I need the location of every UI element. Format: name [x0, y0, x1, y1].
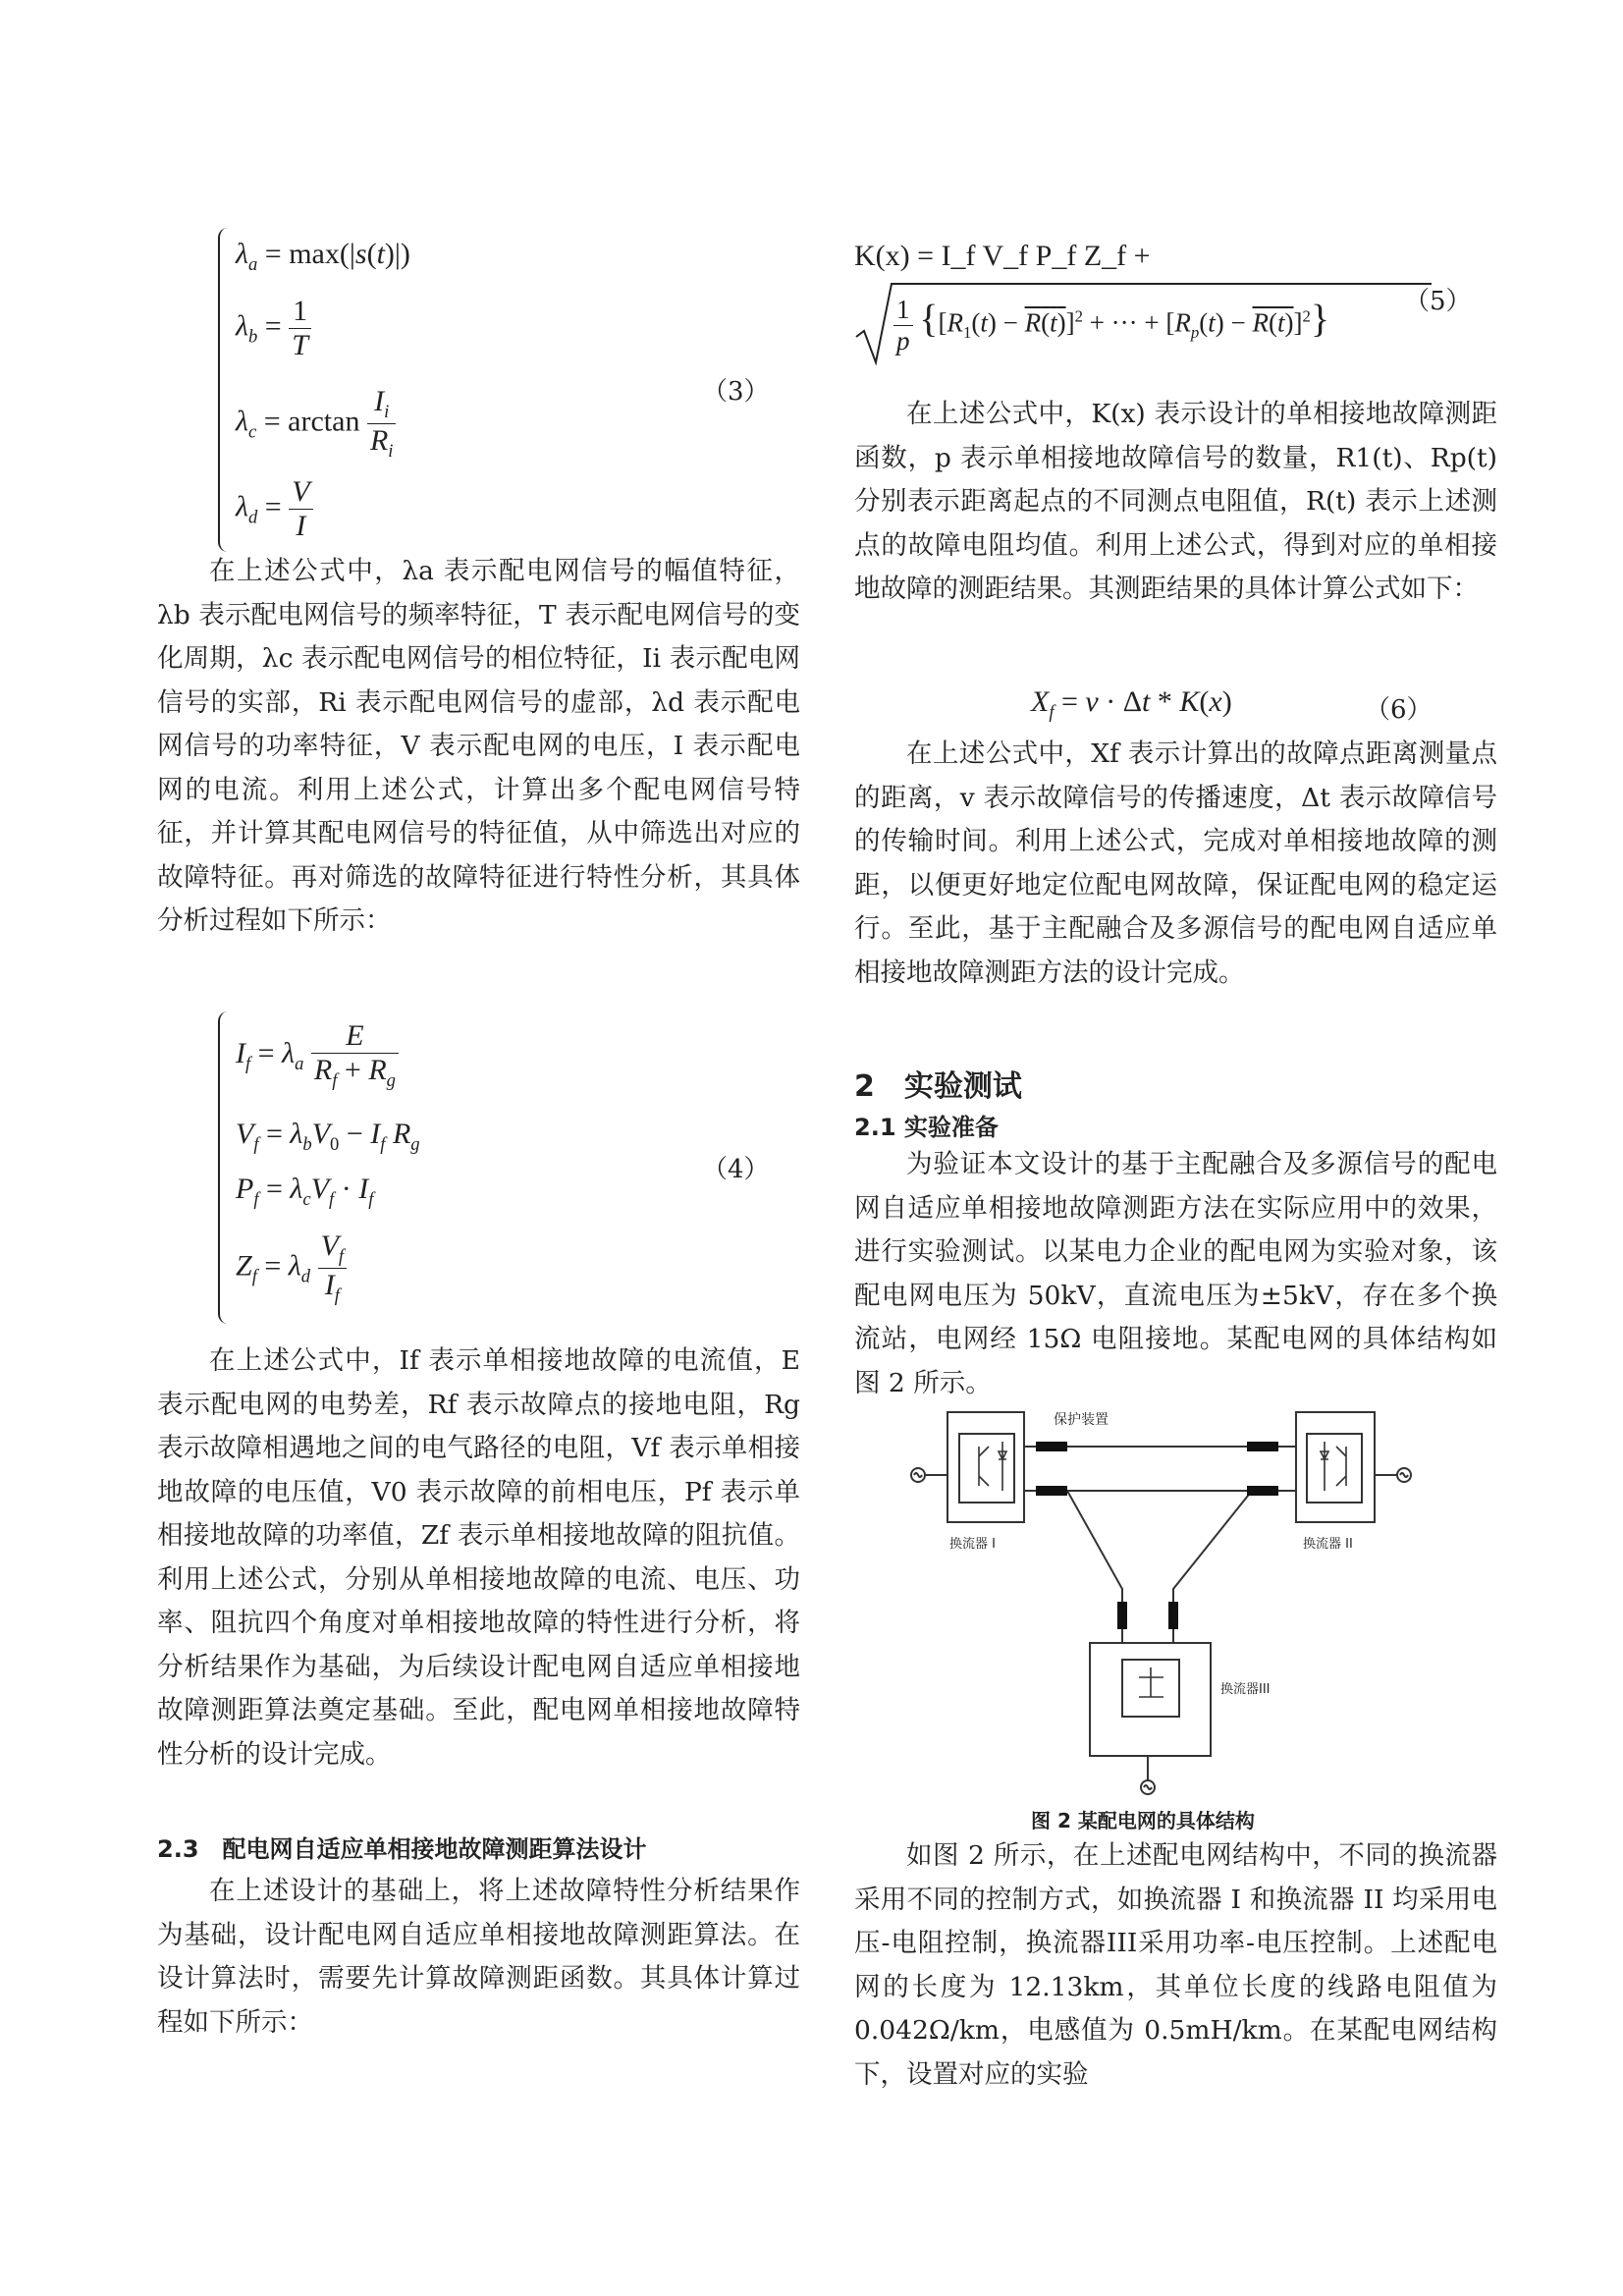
figure-2-caption: 图 2 某配电网的具体结构	[1031, 1809, 1255, 1832]
section-heading-2-3: 2.3 配电网自适应单相接地故障测距算法设计	[157, 1835, 647, 1863]
right-paragraph-3: 为验证本文设计的基于主配融合及多源信号的配电网自适应单相接地故障测距方法在实际应用中的效果，进行实验测试。以某电力企业的配电网为实验对象，该配电网电压为 50kV，直流电压为±5kV，存在多个换流站，电网经 15Ω 电阻接地。某配电网的具体结构如图 2 所示。	[854, 1149, 1497, 1398]
equation-5-number: （5）	[1404, 287, 1472, 316]
figure-label-converter-2: 换流器 II	[1303, 1537, 1353, 1552]
left-paragraph-2: 在上述公式中，If 表示单相接地故障的电流值，E 表示配电网的电势差，Rf 表示故障点的接地电阻，Rg 表示故障相遇地之间的电气路径的电阻，Vf 表示单相接地故障的电压值，V0 表示故障的前相电压，Pf 表示单相接地故障的功率值，Zf 表示单相接地故障的阻抗值。利用上述公式，分别从单相接地故障的电流、电压、功率、阻抗四个角度对单相接地故障的特性进行分析，将分析结果作为基础，为后续设计配电网自适应单相接地故障测距算法奠定基础。至此，配电网单相接地故障特性分析的设计完成。	[157, 1345, 800, 1770]
right-paragraph-4: 如图 2 所示，在上述配电网结构中，不同的换流器采用不同的控制方式，如换流器 I 和换流器 II 均采用电压-电阻控制，换流器III采用功率-电压控制。上述配电网的长度为 12.13km，其单位长度的线路电阻值为 0.042Ω/km，电感值为 0.5mH/km。在某配电网结构下，设置对应的实验	[854, 1840, 1497, 2090]
section-heading-2-1: 2.1 实验准备	[854, 1114, 999, 1141]
equation-3-number: （3）	[702, 377, 770, 407]
right-paragraph-1: 在上述公式中，K(x) 表示设计的单相接地故障测距函数，p 表示单相接地故障信号的数量，R1(t)、Rp(t) 分别表示距离起点的不同测点电阻值，R(t) 表示上述测点的故障电阻均值。利用上述公式，得到对应的单相接地故障的测距结果。其测距结果的具体计算公式如下：	[854, 399, 1497, 604]
equation-3-brace	[218, 228, 230, 552]
equation-4-number: （4）	[702, 1155, 770, 1184]
left-paragraph-1: 在上述公式中，λa 表示配电网信号的幅值特征，λb 表示配电网信号的频率特征，T 表示配电网信号的变化周期，λc 表示配电网信号的相位特征，Ii 表示配电网信号的实部，Ri 表示配电网信号的虚部，λd 表示配电网信号的功率特征，V 表示配电网的电压，I 表示配电网的电流。利用上述公式，计算出多个配电网信号特征，并计算其配电网信号的特征值，从中筛选出对应的故障特征。再对筛选的故障特征进行特性分析，其具体分析过程如下所示：	[157, 556, 800, 936]
figure-label-converter-1: 换流器 I	[949, 1537, 996, 1552]
figure-2-diagram	[908, 1402, 1458, 1795]
figure-label-protection: 保护装置	[1054, 1412, 1109, 1428]
figure-label-converter-3: 换流器III	[1220, 1682, 1271, 1697]
left-paragraph-3: 在上述设计的基础上，将上述故障特性分析结果作为基础，设计配电网自适应单相接地故障测距算法。在设计算法时，需要先计算故障测距函数。其具体计算过程如下所示：	[157, 1876, 800, 2038]
section-heading-2: 2 实验测试	[854, 1069, 1022, 1104]
equation-5-line1: K(x) = I_f V_f P_f Z_f +	[854, 240, 1151, 272]
right-paragraph-2: 在上述公式中，Xf 表示计算出的故障点距离测量点的距离，v 表示故障信号的传播速度，Δt 表示故障信号的传输时间。利用上述公式，完成对单相接地故障的测距，以便更好地定位配电网故障，保证配电网的稳定运行。至此，基于主配融合及多源信号的配电网自适应单相接地故障测距方法的设计完成。	[854, 738, 1497, 988]
paper-page: $\lambda_a = \max(|s(t)|)$ $\lambda_b$ = $\frac{1}{T}$ $\lambda_c = \arctan$ $\frac{I_i}{R_i}$ $\lambda_d$ = $\frac{V}{I}$ （3） 在上述公式中，λa 表示配电网信号的幅值特征，λb 表示配电网信号的频率特征，T 表示配电网信号的变化周期，λc 表示配电网信号的相位特征，Ii 表示配电网信号的实部，Ri 表示配电网信号的虚部，λd 表示配电网信号的功率特征，V 表示配电网的电压，I 表示配电网的电流。利用上述公式，计算出多个配电网信号特征，并计算其配电网信号的特征值，从中筛选出对应的故障特征。再对筛选的故障特征进行特性分析，其具体分析过程如下所示： $I_f = \lambda_a$ $\frac{E}{R_f + R_g}$ $V_f = \lambda_bV_0 - I_f$ $R_g$ $P_f = \lambda_cV_f \cdot I_f$ $Z_f = \lambda_d$ $\frac{V_f}{I_f}$ （4） 在上述公式中，If 表示单相接地故障的电流值，E 表示配电网的电势差，Rf 表示故障点的接地电阻，Rg 表示故障相遇地之间的电气路径的电阻，Vf 表示单相接地故障的电压值，V0 表示故障的前相电压，Pf 表示单相接地故障的功率值，Zf 表示单相接地故障的阻抗值。利用上述公式，分别从单相接地故障的电流、电压、功率、阻抗四个角度对单相接地故障的特性进行分析，将分析结果作为基础，为后续设计配电网自适应单相接地故障测距算法奠定基础。至此，配电网单相接地故障特性分析的设计完成。 2.3 配电网自适应单相接地故障测距算法设计 在上述设计的基础上，将上述故障特性分析结果作为基础，设计配电网自适应单相接地故障测距算法。在设计算法时，需要先计算故障测距函数。其具体计算过程如下所示： K(x) = I_f V_f P_f Z_f + $\frac{1}{p}$ {$[R_1(t) - R(t)]^2$ + ··· + $[R_p(t) - R(t)]^2$} （5） 在上述公式中，K(x) 表示设计的单相接地故障测距函数，p 表示单相接地故障信号的数量，R1(t)、Rp(t) 分别表示距离起点的不同测点电阻值，R(t) 表示上述测点的故障电阻均值。利用上述公式，得到对应的单相接地故障的测距结果。其测距结果的具体计算公式如下： $X_f = v \cdot \Delta t * K(x)$ （6） 在上述公式中，Xf 表示计算出的故障点距离测量点的距离，v 表示故障信号的传播速度，Δt 表示故障信号的传输时间。利用上述公式，完成对单相接地故障的测距，以便更好地定位配电网故障，保证配电网的稳定运行。至此，基于主配融合及多源信号的配电网自适应单相接地故障测距方法的设计完成。 2 实验测试 2.1 实验准备 为验证本文设计的基于主配融合及多源信号的配电网自适应单相接地故障测距方法在实际应用中的效果，进行实验测试。以某电力企业的配电网为实验对象，该配电网电压为 50kV，直流电压为±5kV，存在多个换流站，电网经 15Ω 电阻接地。某配电网的具体结构如图 2 所示。 保护装置 换流器 I 换流器 II 换流器III 图 2 某配电网的具体结构 如图 2 所示，在上述配电网结构中，不同的换流器采用不同的控制方式，如换流器 I 和换流器 II 均采用电压-电阻控制，换流器III采用功率-电压控制。上述配电网的长度为 12.13km，其单位长度的线路电阻值为 0.042Ω/km，电感值为 0.5mH/km。在某配电网结构下，设置对应的实验	[0, 0, 1623, 2296]
equation-4-brace	[218, 1011, 230, 1324]
equation-6-number: （6）	[1365, 695, 1433, 725]
equation-6: $X_f = v \cdot \Delta t * K(x)$	[1031, 685, 1232, 723]
